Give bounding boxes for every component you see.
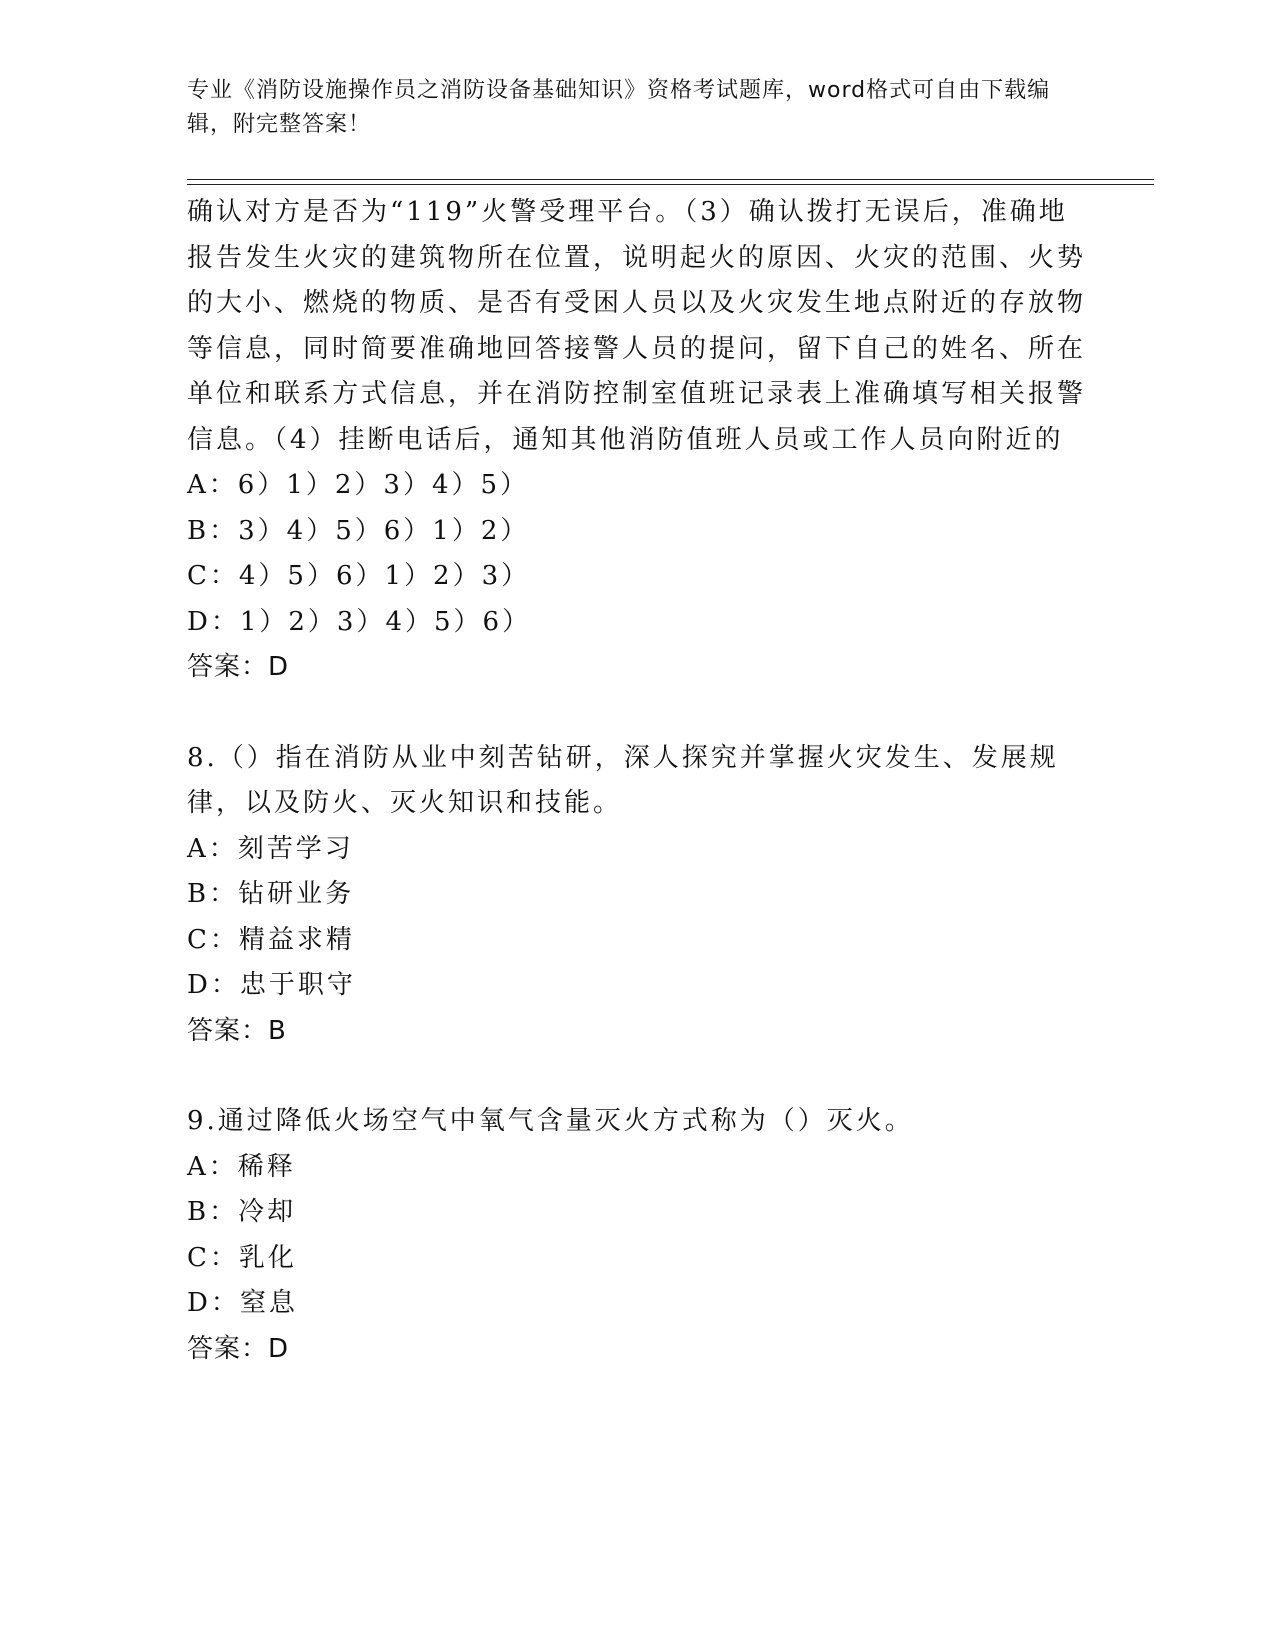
- question-9-option-d: D：窒息: [187, 1288, 298, 1318]
- header-divider-top: [187, 179, 1154, 180]
- question-7-continuation: 确认对方是否为“119”火警受理平台。（3）确认拨打无误后，准确地报告发生火灾的建筑物所在位置，说明起火的原因、火灾的范围、火势的大小、燃烧的物质、是否有受困人员以及火灾发生地点附近的存放物等信息，同时简要准确地回答接警人员的提问，留下自己的姓名、所在单位和联系方式信息，并在消防控制室值班记录表上准确填写相关报警信息。（4）挂断电话后，通知其他消防值班人员或工作人员向附近的: [187, 197, 1087, 455]
- question-7-option-a: A：6）1）2）3）4）5）: [187, 470, 530, 500]
- question-9-option-b: B：冷却: [187, 1197, 297, 1227]
- question-7-block: [187, 190, 1087, 691]
- question-8-option-c: C：精益求精: [187, 924, 355, 955]
- question-7-option-d: D：1）2）3）4）5）6）: [187, 606, 532, 637]
- header-divider-bottom: [187, 184, 1154, 185]
- question-7-option-b: B：3）4）5）6）1）2）: [187, 515, 530, 546]
- question-7-answer: 答案：D: [187, 652, 290, 682]
- question-8-option-a: A：刻苦学习: [187, 833, 354, 864]
- question-7-option-c: C：4）5）6）1）2）3）: [187, 561, 531, 591]
- question-8-text: 8.（）指在消防从业中刻苦钻研，深人探究并掌握火灾发生、发展规律，以及防火、灭火知识和技能。: [187, 742, 1059, 818]
- question-9-option-a: A：稀释: [187, 1151, 296, 1182]
- question-8-option-d: D：忠于职守: [187, 970, 356, 1000]
- spacer: [187, 1054, 1087, 1099]
- question-9-option-c: C：乳化: [187, 1242, 297, 1273]
- question-9-answer: 答案：D: [187, 1333, 290, 1364]
- document-body: [187, 190, 1087, 1372]
- question-8-option-b: B：钻研业务: [187, 879, 355, 909]
- document-header: 专业《消防设施操作员之消防设备基础知识》资格考试题库，word格式可自由下载编辑，附完整答案！: [187, 78, 1051, 137]
- question-8-block: [187, 736, 1087, 1055]
- question-8-answer: 答案：B: [187, 1015, 287, 1046]
- spacer: [187, 691, 1087, 736]
- question-9-block: [187, 1099, 1087, 1372]
- question-9-text: 9.通过降低火场空气中氧气含量灭火方式称为（）灭火。: [187, 1106, 914, 1136]
